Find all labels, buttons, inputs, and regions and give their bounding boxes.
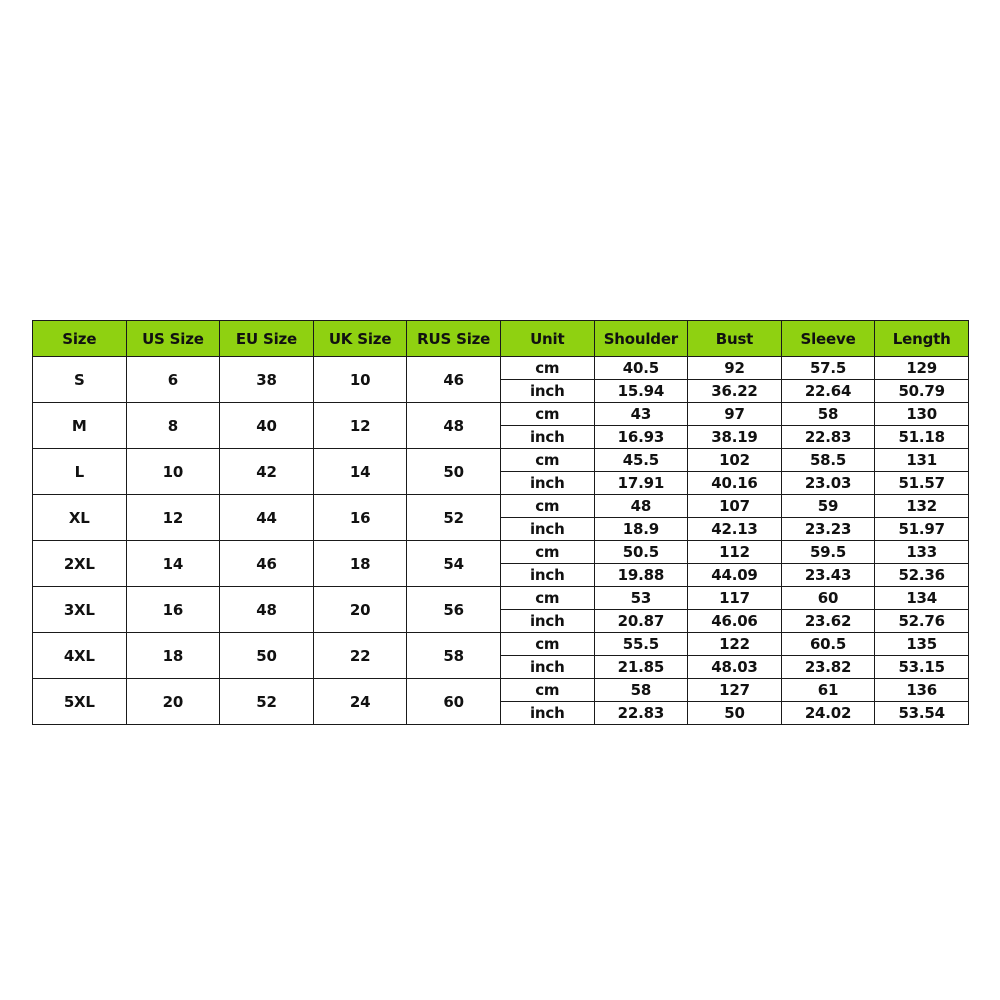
us-size-cell: 16	[126, 587, 220, 633]
shoulder-cell: 18.9	[594, 518, 688, 541]
bust-cell: 122	[688, 633, 782, 656]
unit-cell: cm	[500, 633, 594, 656]
shoulder-cell: 21.85	[594, 656, 688, 679]
size-chart-table	[32, 320, 969, 725]
bust-cell: 48.03	[688, 656, 782, 679]
us-size-cell: 12	[126, 495, 220, 541]
size-cell: XL	[33, 495, 127, 541]
bust-cell: 36.22	[688, 380, 782, 403]
eu-size-cell: 50	[220, 633, 314, 679]
header-eu-size: EU Size	[220, 321, 314, 357]
sleeve-cell: 57.5	[781, 357, 875, 380]
sleeve-cell: 23.62	[781, 610, 875, 633]
table-body	[33, 357, 969, 725]
unit-cell: inch	[500, 426, 594, 449]
table-row-m-cm	[33, 403, 969, 426]
bust-cell: 40.16	[688, 472, 782, 495]
rus-size-cell: 50	[407, 449, 501, 495]
table-row-s-cm	[33, 357, 969, 380]
unit-cell: cm	[500, 587, 594, 610]
header-rus-size: RUS Size	[407, 321, 501, 357]
rus-size-cell: 46	[407, 357, 501, 403]
shoulder-cell: 22.83	[594, 702, 688, 725]
table-row-2xl-cm	[33, 541, 969, 564]
size-cell: M	[33, 403, 127, 449]
sleeve-cell: 60.5	[781, 633, 875, 656]
us-size-cell: 14	[126, 541, 220, 587]
uk-size-cell: 14	[313, 449, 407, 495]
length-cell: 136	[875, 679, 969, 702]
length-cell: 50.79	[875, 380, 969, 403]
bust-cell: 112	[688, 541, 782, 564]
unit-cell: inch	[500, 656, 594, 679]
header-size: Size	[33, 321, 127, 357]
shoulder-cell: 48	[594, 495, 688, 518]
length-cell: 129	[875, 357, 969, 380]
length-cell: 51.57	[875, 472, 969, 495]
shoulder-cell: 45.5	[594, 449, 688, 472]
rus-size-cell: 48	[407, 403, 501, 449]
unit-cell: cm	[500, 403, 594, 426]
us-size-cell: 6	[126, 357, 220, 403]
shoulder-cell: 58	[594, 679, 688, 702]
size-cell: S	[33, 357, 127, 403]
length-cell: 133	[875, 541, 969, 564]
header-bust: Bust	[688, 321, 782, 357]
uk-size-cell: 12	[313, 403, 407, 449]
header-length: Length	[875, 321, 969, 357]
sleeve-cell: 58.5	[781, 449, 875, 472]
header-us-size: US Size	[126, 321, 220, 357]
table-header	[33, 321, 969, 357]
header-shoulder: Shoulder	[594, 321, 688, 357]
header-row	[33, 321, 969, 357]
shoulder-cell: 16.93	[594, 426, 688, 449]
rus-size-cell: 60	[407, 679, 501, 725]
unit-cell: cm	[500, 679, 594, 702]
rus-size-cell: 54	[407, 541, 501, 587]
us-size-cell: 20	[126, 679, 220, 725]
bust-cell: 42.13	[688, 518, 782, 541]
table-row-3xl-cm	[33, 587, 969, 610]
bust-cell: 50	[688, 702, 782, 725]
length-cell: 53.54	[875, 702, 969, 725]
shoulder-cell: 20.87	[594, 610, 688, 633]
uk-size-cell: 24	[313, 679, 407, 725]
length-cell: 52.76	[875, 610, 969, 633]
length-cell: 134	[875, 587, 969, 610]
unit-cell: inch	[500, 702, 594, 725]
sleeve-cell: 59	[781, 495, 875, 518]
shoulder-cell: 53	[594, 587, 688, 610]
uk-size-cell: 20	[313, 587, 407, 633]
us-size-cell: 18	[126, 633, 220, 679]
shoulder-cell: 19.88	[594, 564, 688, 587]
length-cell: 53.15	[875, 656, 969, 679]
length-cell: 51.18	[875, 426, 969, 449]
unit-cell: cm	[500, 449, 594, 472]
sleeve-cell: 58	[781, 403, 875, 426]
shoulder-cell: 43	[594, 403, 688, 426]
sleeve-cell: 23.82	[781, 656, 875, 679]
length-cell: 51.97	[875, 518, 969, 541]
uk-size-cell: 18	[313, 541, 407, 587]
shoulder-cell: 55.5	[594, 633, 688, 656]
length-cell: 131	[875, 449, 969, 472]
unit-cell: inch	[500, 518, 594, 541]
uk-size-cell: 16	[313, 495, 407, 541]
unit-cell: cm	[500, 357, 594, 380]
table-row-5xl-cm	[33, 679, 969, 702]
us-size-cell: 8	[126, 403, 220, 449]
bust-cell: 44.09	[688, 564, 782, 587]
header-uk-size: UK Size	[313, 321, 407, 357]
rus-size-cell: 56	[407, 587, 501, 633]
header-sleeve: Sleeve	[781, 321, 875, 357]
eu-size-cell: 52	[220, 679, 314, 725]
table-row-l-cm	[33, 449, 969, 472]
shoulder-cell: 15.94	[594, 380, 688, 403]
sleeve-cell: 22.83	[781, 426, 875, 449]
unit-cell: inch	[500, 564, 594, 587]
sleeve-cell: 24.02	[781, 702, 875, 725]
sleeve-cell: 22.64	[781, 380, 875, 403]
length-cell: 130	[875, 403, 969, 426]
sleeve-cell: 23.23	[781, 518, 875, 541]
size-cell: L	[33, 449, 127, 495]
unit-cell: inch	[500, 610, 594, 633]
bust-cell: 97	[688, 403, 782, 426]
size-cell: 3XL	[33, 587, 127, 633]
bust-cell: 117	[688, 587, 782, 610]
length-cell: 135	[875, 633, 969, 656]
bust-cell: 127	[688, 679, 782, 702]
rus-size-cell: 52	[407, 495, 501, 541]
sleeve-cell: 60	[781, 587, 875, 610]
sleeve-cell: 23.03	[781, 472, 875, 495]
table-row-xl-cm	[33, 495, 969, 518]
table-row-4xl-cm	[33, 633, 969, 656]
uk-size-cell: 10	[313, 357, 407, 403]
eu-size-cell: 44	[220, 495, 314, 541]
size-cell: 2XL	[33, 541, 127, 587]
length-cell: 52.36	[875, 564, 969, 587]
bust-cell: 107	[688, 495, 782, 518]
length-cell: 132	[875, 495, 969, 518]
rus-size-cell: 58	[407, 633, 501, 679]
sleeve-cell: 23.43	[781, 564, 875, 587]
size-cell: 4XL	[33, 633, 127, 679]
sleeve-cell: 59.5	[781, 541, 875, 564]
shoulder-cell: 50.5	[594, 541, 688, 564]
shoulder-cell: 17.91	[594, 472, 688, 495]
bust-cell: 92	[688, 357, 782, 380]
eu-size-cell: 40	[220, 403, 314, 449]
unit-cell: inch	[500, 472, 594, 495]
eu-size-cell: 46	[220, 541, 314, 587]
header-unit: Unit	[500, 321, 594, 357]
bust-cell: 38.19	[688, 426, 782, 449]
bust-cell: 102	[688, 449, 782, 472]
unit-cell: cm	[500, 541, 594, 564]
eu-size-cell: 38	[220, 357, 314, 403]
us-size-cell: 10	[126, 449, 220, 495]
unit-cell: inch	[500, 380, 594, 403]
eu-size-cell: 48	[220, 587, 314, 633]
uk-size-cell: 22	[313, 633, 407, 679]
bust-cell: 46.06	[688, 610, 782, 633]
eu-size-cell: 42	[220, 449, 314, 495]
size-cell: 5XL	[33, 679, 127, 725]
sleeve-cell: 61	[781, 679, 875, 702]
unit-cell: cm	[500, 495, 594, 518]
shoulder-cell: 40.5	[594, 357, 688, 380]
